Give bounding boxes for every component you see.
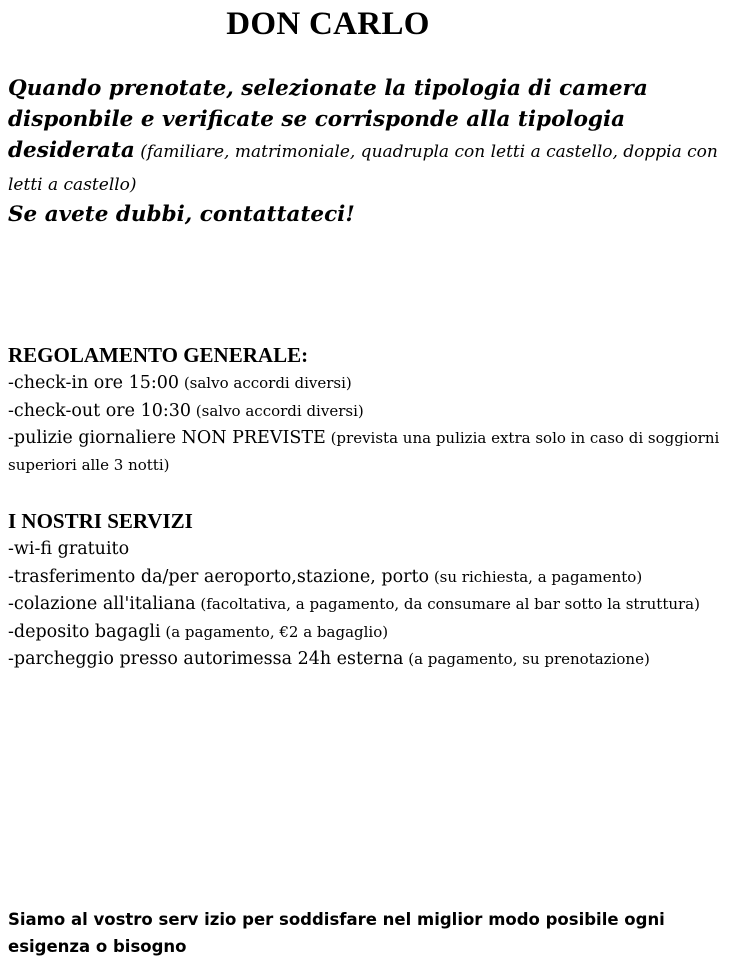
service-main: -wi-fi gratuito [8,539,130,559]
rule-note: (salvo accordi diversi) [179,374,352,392]
service-note: (a pagamento, su prenotazione) [403,650,650,668]
service-main: -trasferimento da/per aeroporto,stazione, porto [8,567,430,587]
service-luggage [8,618,752,646]
page-title: DON CARLO [226,6,430,42]
rules-heading: REGOLAMENTO GENERALE: [8,343,309,367]
service-note: (a pagamento, €2 a bagaglio) [160,623,389,641]
service-main: -deposito bagagli [8,622,161,642]
service-main: -parcheggio presso autorimessa 24h esterna [8,649,404,669]
services-heading: I NOSTRI SERVIZI [8,509,193,533]
rule-note: (salvo accordi diversi) [191,402,364,420]
rule-check-in [8,369,752,397]
services-section [8,508,752,673]
closing-statement: Siamo al vostro serv izio per soddisfare nel miglior modo posibile ogni esigenza o bisogno [8,910,665,956]
room-types-note: (familiare, matrimoniale, quadrupla con letti a castello, doppia con letti a castello) [8,142,718,195]
rule-check-out [8,397,752,425]
service-main: -colazione all'italiana [8,594,196,614]
booking-notice [8,73,748,230]
rule-main: -check-in ore 15:00 [8,373,180,393]
rule-main: -check-out ore 10:30 [8,401,192,421]
service-note: (facoltativa, a pagamento, da consumare al bar sotto la struttura) [195,595,700,613]
rules-section [8,342,752,479]
rule-main: -pulizie giornaliere NON PREVISTE [8,428,326,448]
rule-note: (prevista una pulizia extra solo in caso di soggiorni superiori alle 3 notti) [8,429,720,474]
service-parking [8,646,752,673]
service-wifi [8,535,752,563]
service-transfer [8,563,752,591]
service-note: (su richiesta, a pagamento) [429,568,643,586]
service-breakfast [8,591,752,618]
contact-prompt: Se avete dubbi, contattateci! [8,202,355,227]
booking-notice-main: Quando prenotate, selezionate la tipologia di camera disponbile e verificate se corrisponde alla tipologia desiderata [8,76,648,163]
rule-cleaning [8,425,752,479]
